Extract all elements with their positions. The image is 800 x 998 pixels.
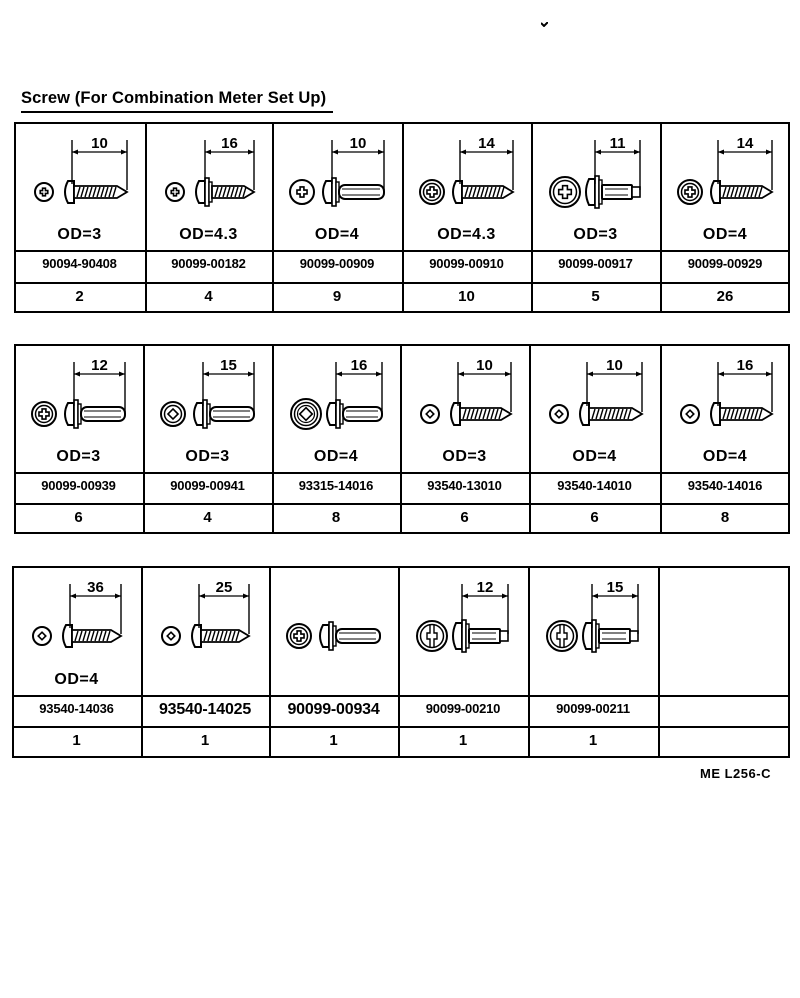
quantity: 6 xyxy=(590,509,599,526)
screw-side-view-icon xyxy=(320,622,380,650)
screw-head-icon xyxy=(417,621,447,651)
screw-part-cell xyxy=(143,344,272,534)
screw-part-cell xyxy=(398,566,528,758)
screw-side-view-icon xyxy=(327,400,382,428)
outer-diameter-label: OD=4 xyxy=(702,226,748,243)
quantity: 1 xyxy=(458,732,468,749)
screw-part-cell xyxy=(660,122,790,313)
quantity: 8 xyxy=(331,509,341,526)
part-number: 90099-00909 xyxy=(299,256,375,271)
part-number: 93315-14016 xyxy=(298,478,374,493)
quantity: 10 xyxy=(458,288,475,305)
screw-head-icon xyxy=(33,627,51,645)
screw-side-view-icon xyxy=(580,403,642,425)
screw-drawing xyxy=(528,566,658,693)
drawing-area xyxy=(141,566,269,693)
quantity: 5 xyxy=(591,288,600,305)
screw-head-icon xyxy=(35,183,53,201)
part-number: 93540-14036 xyxy=(39,701,114,716)
screw-side-view-icon xyxy=(711,181,772,203)
screw-head-icon xyxy=(291,399,321,429)
screw-head-icon xyxy=(161,402,185,426)
dimension-label: 10 xyxy=(476,357,493,374)
outer-diameter-label: OD=3 xyxy=(442,448,487,465)
screw-side-view-icon xyxy=(192,625,249,647)
part-number: 93540-14010 xyxy=(557,478,632,493)
stray-mark xyxy=(541,22,548,27)
screw-part-cell xyxy=(269,566,398,758)
quantity: 8 xyxy=(720,509,730,526)
screw-head-icon xyxy=(287,624,311,648)
outer-diameter-label: OD=4.3 xyxy=(179,226,238,243)
part-number: 90099-00210 xyxy=(425,701,501,716)
dimension-label: 25 xyxy=(215,579,233,596)
outer-diameter-label: OD=3 xyxy=(573,226,618,243)
screw-head-icon xyxy=(32,402,56,426)
figure-code: ME L256-C xyxy=(700,766,771,781)
part-number: 90099-00211 xyxy=(556,701,630,716)
part-number: 90099-00910 xyxy=(429,256,504,271)
screw-part-cell xyxy=(400,344,529,534)
outer-diameter-label: OD=4 xyxy=(54,671,99,688)
drawing-area xyxy=(528,566,658,693)
part-number: 90099-00939 xyxy=(41,478,116,493)
outer-diameter-label: OD=3 xyxy=(185,448,230,465)
drawing-area xyxy=(398,566,528,693)
quantity: 9 xyxy=(332,288,342,305)
dimension-label: 36 xyxy=(87,579,104,596)
dimension-label: 12 xyxy=(91,357,108,374)
quantity: 6 xyxy=(460,509,469,526)
part-number: 90099-00941 xyxy=(170,478,245,493)
part-number: 93540-14016 xyxy=(687,478,763,493)
screw-side-view-icon xyxy=(453,181,513,203)
screw-head-icon xyxy=(678,180,702,204)
dimension-label: 10 xyxy=(349,135,367,152)
screw-part-cell xyxy=(529,344,660,534)
outer-diameter-label: OD=4 xyxy=(314,226,360,243)
dimension-label: 11 xyxy=(609,135,626,152)
quantity: 4 xyxy=(204,288,213,305)
screw-side-view-icon xyxy=(453,620,508,652)
quantity: 4 xyxy=(203,509,212,526)
screw-head-icon xyxy=(547,621,577,651)
drawing-area xyxy=(269,566,398,693)
screw-part-cell xyxy=(14,344,143,534)
dimension-label: 16 xyxy=(221,135,238,152)
outer-diameter-label: OD=4 xyxy=(572,448,617,465)
quantity: 6 xyxy=(74,509,83,526)
screw-side-view-icon xyxy=(451,403,511,425)
screw-drawing xyxy=(141,566,269,693)
screw-head-icon xyxy=(162,627,180,645)
screw-drawing xyxy=(269,566,398,693)
quantity: 1 xyxy=(329,732,338,749)
dimension-label: 12 xyxy=(476,579,494,596)
dimension-label: 10 xyxy=(91,135,108,152)
dimension-label: 15 xyxy=(606,579,624,596)
screw-part-cell xyxy=(658,566,790,758)
dimension-label: 14 xyxy=(478,135,495,152)
screw-part-cell xyxy=(272,344,400,534)
outer-diameter-label: OD=4.3 xyxy=(437,226,496,243)
screw-side-view-icon xyxy=(65,181,127,203)
outer-diameter-label: OD=3 xyxy=(56,448,101,465)
screw-head-icon xyxy=(681,405,699,423)
screw-part-cell xyxy=(660,344,790,534)
part-number: 90094-90408 xyxy=(42,256,117,271)
screw-side-view-icon xyxy=(63,625,121,647)
screw-side-view-icon xyxy=(711,403,772,425)
quantity: 1 xyxy=(72,732,81,749)
outer-diameter-label: OD=3 xyxy=(57,226,102,243)
screw-head-icon xyxy=(421,405,439,423)
dimension-label: 14 xyxy=(736,135,754,152)
screw-head-icon xyxy=(550,177,580,207)
part-number: 93540-13010 xyxy=(427,478,502,493)
dimension-label: 15 xyxy=(220,357,237,374)
screw-side-view-icon xyxy=(586,176,640,208)
quantity: 26 xyxy=(716,288,734,305)
screw-drawing xyxy=(398,566,528,693)
screw-part-cell xyxy=(272,122,402,313)
screw-side-view-icon xyxy=(583,620,638,652)
quantity: 1 xyxy=(200,732,210,749)
part-number: 90099-00182 xyxy=(171,256,246,271)
screw-part-cell xyxy=(531,122,660,313)
quantity: 1 xyxy=(588,732,598,749)
part-number: 90099-00917 xyxy=(558,256,633,271)
screw-part-cell xyxy=(12,566,141,758)
page-title: Screw (For Combination Meter Set Up) xyxy=(21,89,333,113)
dimension-label: 16 xyxy=(736,357,754,374)
screw-head-icon xyxy=(166,183,184,201)
outer-diameter-label: OD=4 xyxy=(313,448,359,465)
screw-head-icon xyxy=(290,180,314,204)
screw-head-icon xyxy=(420,180,444,204)
outer-diameter-label: OD=4 xyxy=(702,448,748,465)
screw-part-cell xyxy=(145,122,272,313)
screw-head-icon xyxy=(550,405,568,423)
part-number: 93540-14025 xyxy=(158,701,252,718)
screw-part-cell xyxy=(141,566,269,758)
dimension-label: 16 xyxy=(350,357,368,374)
dimension-label: 10 xyxy=(606,357,623,374)
part-number: 90099-00934 xyxy=(287,701,380,718)
screw-part-cell xyxy=(528,566,658,758)
part-number: 90099-00929 xyxy=(687,256,763,271)
screw-part-cell xyxy=(402,122,531,313)
screw-part-cell xyxy=(14,122,145,313)
quantity: 2 xyxy=(75,288,84,305)
